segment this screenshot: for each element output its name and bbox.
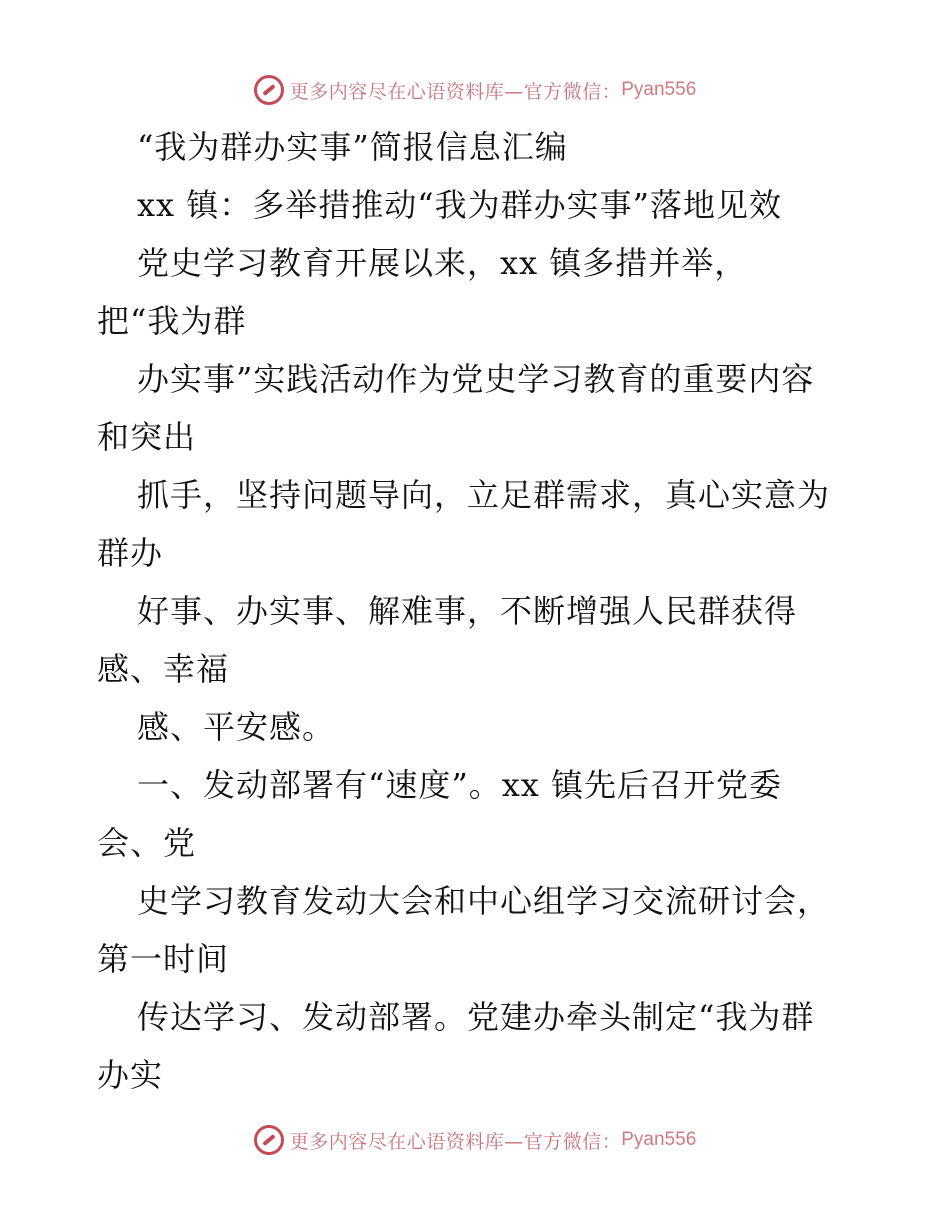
text-line: 党史学习教育开展以来，xx 镇多措并举， <box>137 244 748 282</box>
watermark-text: 更多内容尽在心语资料库—官方微信： <box>289 1130 622 1153</box>
text-line: 感、平安感。 <box>137 708 336 746</box>
pen-logo-icon <box>254 1125 284 1155</box>
text-line: 抓手，坚持问题导向，立足群需求，真心实意为 <box>137 476 831 514</box>
text-line: 传达学习、发动部署。党建办牵头制定“我为群 <box>137 998 815 1036</box>
text-line: 感、幸福 <box>97 650 230 688</box>
document-body <box>0 118 950 1104</box>
text-line: 办实事”实践活动作为党史学习教育的重要内容 <box>137 360 815 398</box>
watermark-header <box>0 70 950 110</box>
watermark-id: Pyan556 <box>621 79 697 100</box>
text-line: 和突出 <box>97 418 197 456</box>
text-line: 会、党 <box>97 824 197 862</box>
text-line: 把“我为群 <box>97 302 247 340</box>
watermark-id: Pyan556 <box>621 1129 697 1150</box>
pen-logo-icon <box>254 75 284 105</box>
text-line: 史学习教育发动大会和中心组学习交流研讨会， <box>137 882 831 920</box>
watermark-footer <box>0 1120 950 1160</box>
section-heading: xx 镇：多举措推动“我为群办实事”落地见效 <box>137 186 782 224</box>
text-line: 第一时间 <box>97 940 230 978</box>
watermark-text: 更多内容尽在心语资料库—官方微信： <box>289 80 622 103</box>
text-line: 群办 <box>97 534 164 572</box>
document-title: “我为群办实事”简报信息汇编 <box>137 128 568 166</box>
text-line: 一、发动部署有“速度”。xx 镇先后召开党委 <box>137 766 782 804</box>
text-line: 办实 <box>97 1056 164 1094</box>
text-line: 好事、办实事、解难事，不断增强人民群获得 <box>137 592 798 630</box>
